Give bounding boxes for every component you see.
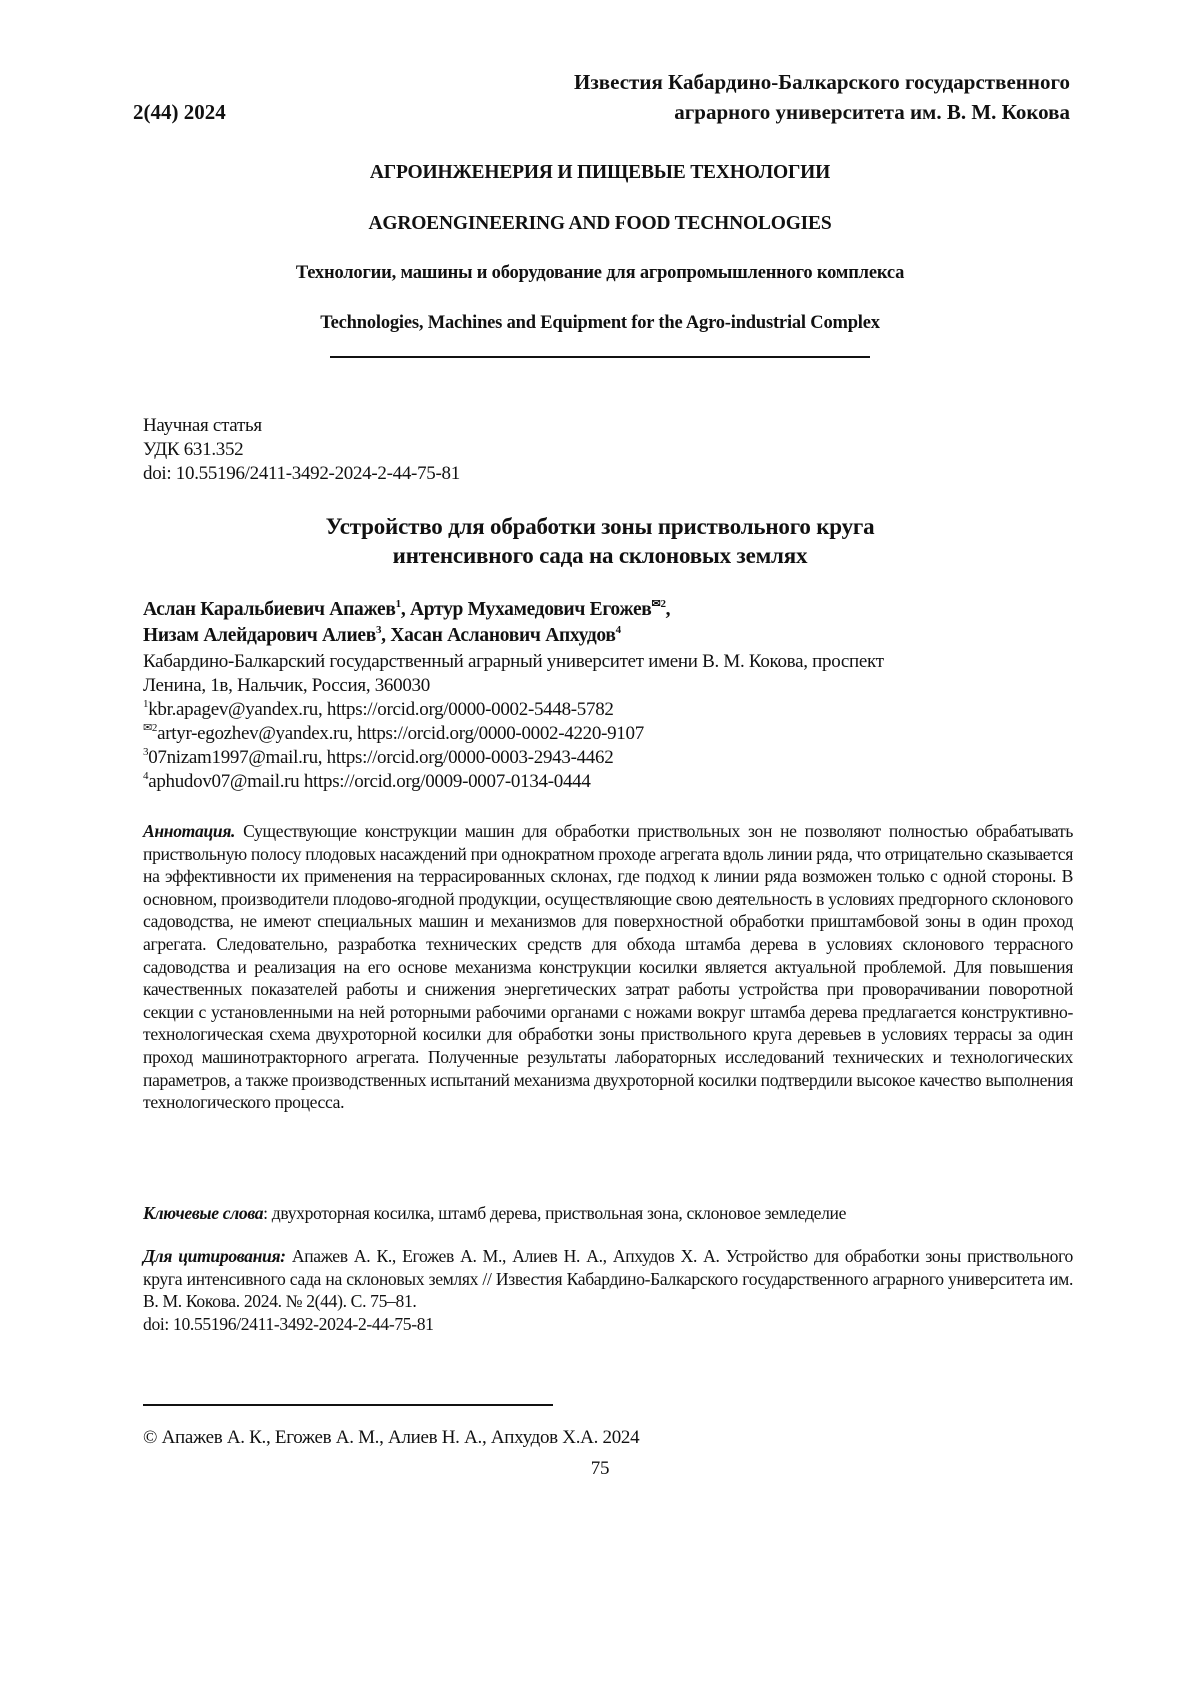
affiliation-line2: Ленина, 1в, Нальчик, Россия, 360030 [143,674,430,698]
keywords-text: : двухроторная косилка, штамб дерева, приствольная зона, склоновое земледелие [263,1203,846,1223]
contact-text[interactable]: artyr-egozhev@yandex.ru, https://orcid.org/0000-0002-4220-9107 [157,723,644,744]
doi: doi: 10.55196/2411-3492-2024-2-44-75-81 [143,462,460,486]
issue-number: 2(44) 2024 [133,100,226,125]
author-sup: 4 [616,624,621,636]
contact-4 [143,770,591,794]
section-title-ru: АГРОИНЖЕНЕРИЯ И ПИЩЕВЫЕ ТЕХНОЛОГИИ [0,162,1200,184]
abstract-label: Аннотация. [143,821,235,841]
separator: , [666,599,671,620]
contact-text[interactable]: aphudov07@mail.ru https://orcid.org/0009-0007-0134-0444 [148,771,590,792]
journal-title-line1: Известия Кабардино-Балкарского государственного [470,70,1070,95]
contact-sup: 1 [143,698,148,710]
author-sup: 1 [396,598,401,610]
page-number: 75 [0,1457,1200,1481]
contact-sup: 4 [143,770,148,782]
contact-2 [143,722,644,746]
author-name: Аслан Каральбиевич Апажев [143,599,396,620]
abstract-text: Существующие конструкции машин для обработки приствольных зон не позволяют полностью обрабатывать приствольную полосу плодовых насаждений при однократном проходе агрегата вдоль линии ряда, что отрицательно сказывается на эффективности их применения на террасированных склонах, где подход к линии ряда возможен только с одной стороны. В основном, производители плодово-ягодной продукции, осуществляющие свою деятельность в условиях предгорного склонового садоводства, не имеют специальных машин и механизмов для поверхностной обработки приштамбовой зоны в один проход агрегата. Следовательно, разработка технических средств для обхода штамба дерева в условиях склонового террасного садоводства и реализация на его основе механизма конструкции косилки является актуальной проблемой. Для повышения качественных показателей работы и снижения энергетических затрат работы устройства при проворачивании поворотной секции с установленными на ней роторными рабочими органами с ножами вокруг штамба дерева предлагается конструктивно-технологическая схема двухроторной косилки для обработки зоны приствольного круга деревьев в условиях террасы за один проход машинотракторного агрегата. Полученные результаты лабораторных исследований технических и технологических параметров, а также производственных испытаний механизма двухроторной косилки подтвердили высокое качество выполнения технологического процесса. [143,821,1073,1112]
keywords-label: Ключевые слова [143,1203,263,1223]
authors-line1 [143,598,670,622]
affiliation-line1: Кабардино-Балкарский государственный аграрный университет имени В. М. Кокова, проспект [143,650,1073,674]
article-title-line1: Устройство для обработки зоны приствольного круга [0,514,1200,540]
separator: , [401,599,410,620]
subsection-title-ru: Технологии, машины и оборудование для агропромышленного комплекса [0,263,1200,284]
separator: , [381,625,390,646]
contact-sup: ✉2 [143,722,157,734]
copyright: © Апажев А. К., Егожев А. М., Алиев Н. А., Апхудов Х.А. 2024 [143,1426,639,1450]
journal-title-line2: аграрного университета им. В. М. Кокова [470,100,1070,125]
footnote-divider [143,1404,553,1406]
citation [143,1245,1073,1335]
author-name: Низам Алейдарович Алиев [143,625,376,646]
keywords [143,1202,1073,1225]
citation-text: Апажев А. К., Егожев А. М., Алиев Н. А., Апхудов Х. А. Устройство для обработки зоны приствольного круга интенсивного сада на склоновых землях // Известия Кабардино-Балкарского государственного аграрного университета им. В. М. Кокова. 2024. № 2(44). С. 75–81. [143,1246,1073,1311]
contact-1 [143,698,614,722]
author-sup: ✉2 [652,598,666,610]
citation-label: Для цитирования: [143,1246,286,1266]
author-name: Артур Мухамедович Егожев [410,599,652,620]
udk: УДК 631.352 [143,438,243,462]
article-type: Научная статья [143,414,262,438]
section-title-en: AGROENGINEERING AND FOOD TECHNOLOGIES [0,213,1200,235]
authors-line2 [143,624,621,648]
author-name: Хасан Асланович Апхудов [390,625,615,646]
contact-3 [143,746,613,770]
subsection-title-en: Technologies, Machines and Equipment for the Agro-industrial Complex [0,313,1200,334]
article-title-line2: интенсивного сада на склоновых землях [0,543,1200,569]
contact-text[interactable]: 07nizam1997@mail.ru, https://orcid.org/0000-0003-2943-4462 [148,747,613,768]
contact-sup: 3 [143,746,148,758]
abstract [143,820,1073,1114]
header-divider [330,356,870,358]
citation-doi: doi: 10.55196/2411-3492-2024-2-44-75-81 [143,1314,434,1334]
author-sup: 3 [376,624,381,636]
contact-text[interactable]: kbr.apagev@yandex.ru, https://orcid.org/0000-0002-5448-5782 [148,699,613,720]
